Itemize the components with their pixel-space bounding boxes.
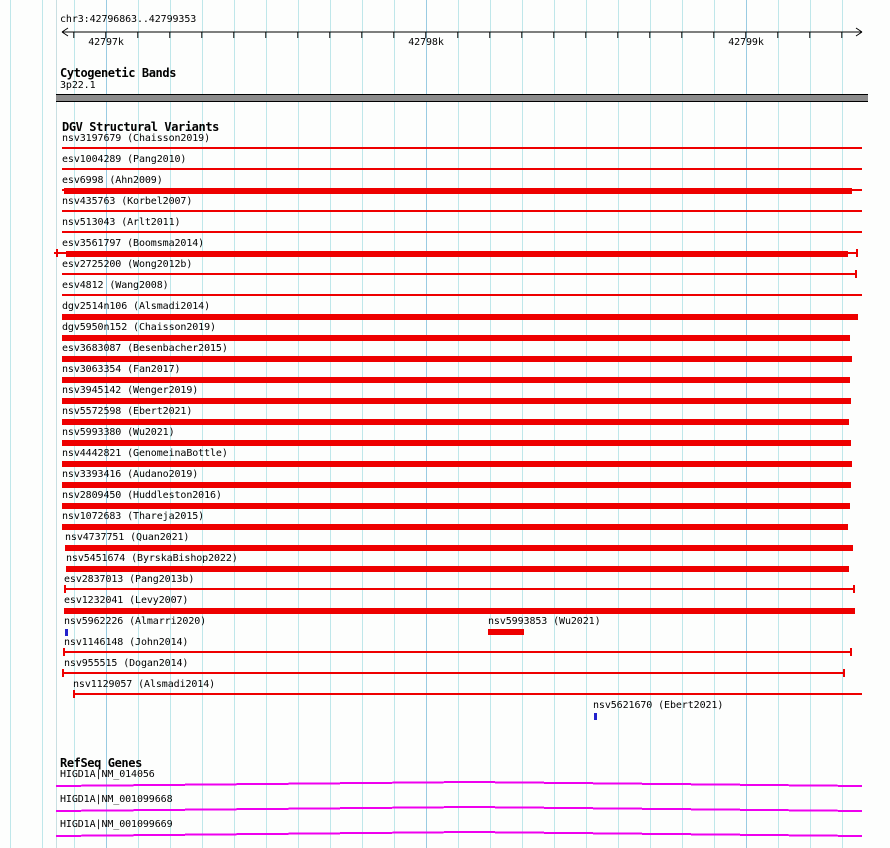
variant-label[interactable]: nsv5962226 (Almarri2020) xyxy=(64,616,207,627)
variant-label[interactable]: esv4812 (Wang2008) xyxy=(62,280,169,291)
variant-label[interactable]: esv1004289 (Pang2010) xyxy=(62,154,187,165)
position-title: chr3:42796863..42799353 xyxy=(60,14,197,25)
variant-label[interactable]: nsv1146148 (John2014) xyxy=(64,637,189,648)
gene-label[interactable]: HIGD1A|NM_001099669 xyxy=(60,819,173,830)
variant-label[interactable]: nsv4442821 (GenomeinaBottle) xyxy=(62,448,228,459)
variant-label[interactable]: esv3561797 (Boomsma2014) xyxy=(62,238,205,249)
cytobands-track-title: Cytogenetic Bands xyxy=(60,66,177,80)
ruler-major-label: 42797k xyxy=(88,37,124,48)
cytoband-label: 3p22.1 xyxy=(60,80,96,91)
variant-label[interactable]: nsv3945142 (Wenger2019) xyxy=(62,385,199,396)
variant-label[interactable]: nsv955515 (Dogan2014) xyxy=(64,658,189,669)
variant-label[interactable]: nsv435763 (Korbel2007) xyxy=(62,196,193,207)
variant-label[interactable]: nsv5621670 (Ebert2021) xyxy=(593,700,724,711)
dgv-track-title: DGV Structural Variants xyxy=(62,120,219,134)
variant-label[interactable]: esv3683087 (Besenbacher2015) xyxy=(62,343,228,354)
variant-label[interactable]: nsv3393416 (Audano2019) xyxy=(62,469,199,480)
variant-label[interactable]: nsv3197679 (Chaisson2019) xyxy=(62,133,211,144)
gene-label[interactable]: HIGD1A|NM_014056 xyxy=(60,769,155,780)
variant-label[interactable]: dgv2514n106 (Alsmadi2014) xyxy=(62,301,211,312)
variant-label[interactable]: nsv4737751 (Quan2021) xyxy=(65,532,190,543)
variant-label[interactable]: nsv5572598 (Ebert2021) xyxy=(62,406,193,417)
variant-label[interactable]: nsv5993380 (Wu2021) xyxy=(62,427,175,438)
ruler-major-label: 42799k xyxy=(728,37,764,48)
variant-label[interactable]: nsv1129057 (Alsmadi2014) xyxy=(73,679,216,690)
variant-label[interactable]: esv2837013 (Pang2013b) xyxy=(64,574,195,585)
gene-label[interactable]: HIGD1A|NM_001099668 xyxy=(60,794,173,805)
variant-label[interactable]: nsv3063354 (Fan2017) xyxy=(62,364,181,375)
gene-transcript-line[interactable] xyxy=(56,807,862,811)
refseq-track-title: RefSeq Genes xyxy=(60,756,142,770)
gene-transcript-line[interactable] xyxy=(56,832,862,836)
ruler-major-label: 42798k xyxy=(408,37,444,48)
variant-label[interactable]: esv1232041 (Levy2007) xyxy=(64,595,189,606)
variant-label[interactable]: esv2725200 (Wong2012b) xyxy=(62,259,193,270)
variant-label[interactable]: nsv5993853 (Wu2021) xyxy=(488,616,601,627)
variant-label[interactable]: nsv1072683 (Thareja2015) xyxy=(62,511,205,522)
variant-label[interactable]: nsv2809450 (Huddleston2016) xyxy=(62,490,222,501)
variant-label[interactable]: nsv513043 (Arlt2011) xyxy=(62,217,181,228)
gene-transcript-line[interactable] xyxy=(56,782,862,786)
variant-label[interactable]: dgv5950n152 (Chaisson2019) xyxy=(62,322,216,333)
variant-label[interactable]: esv6998 (Ahn2009) xyxy=(62,175,163,186)
variant-label[interactable]: nsv5451674 (ByrskaBishop2022) xyxy=(66,553,238,564)
